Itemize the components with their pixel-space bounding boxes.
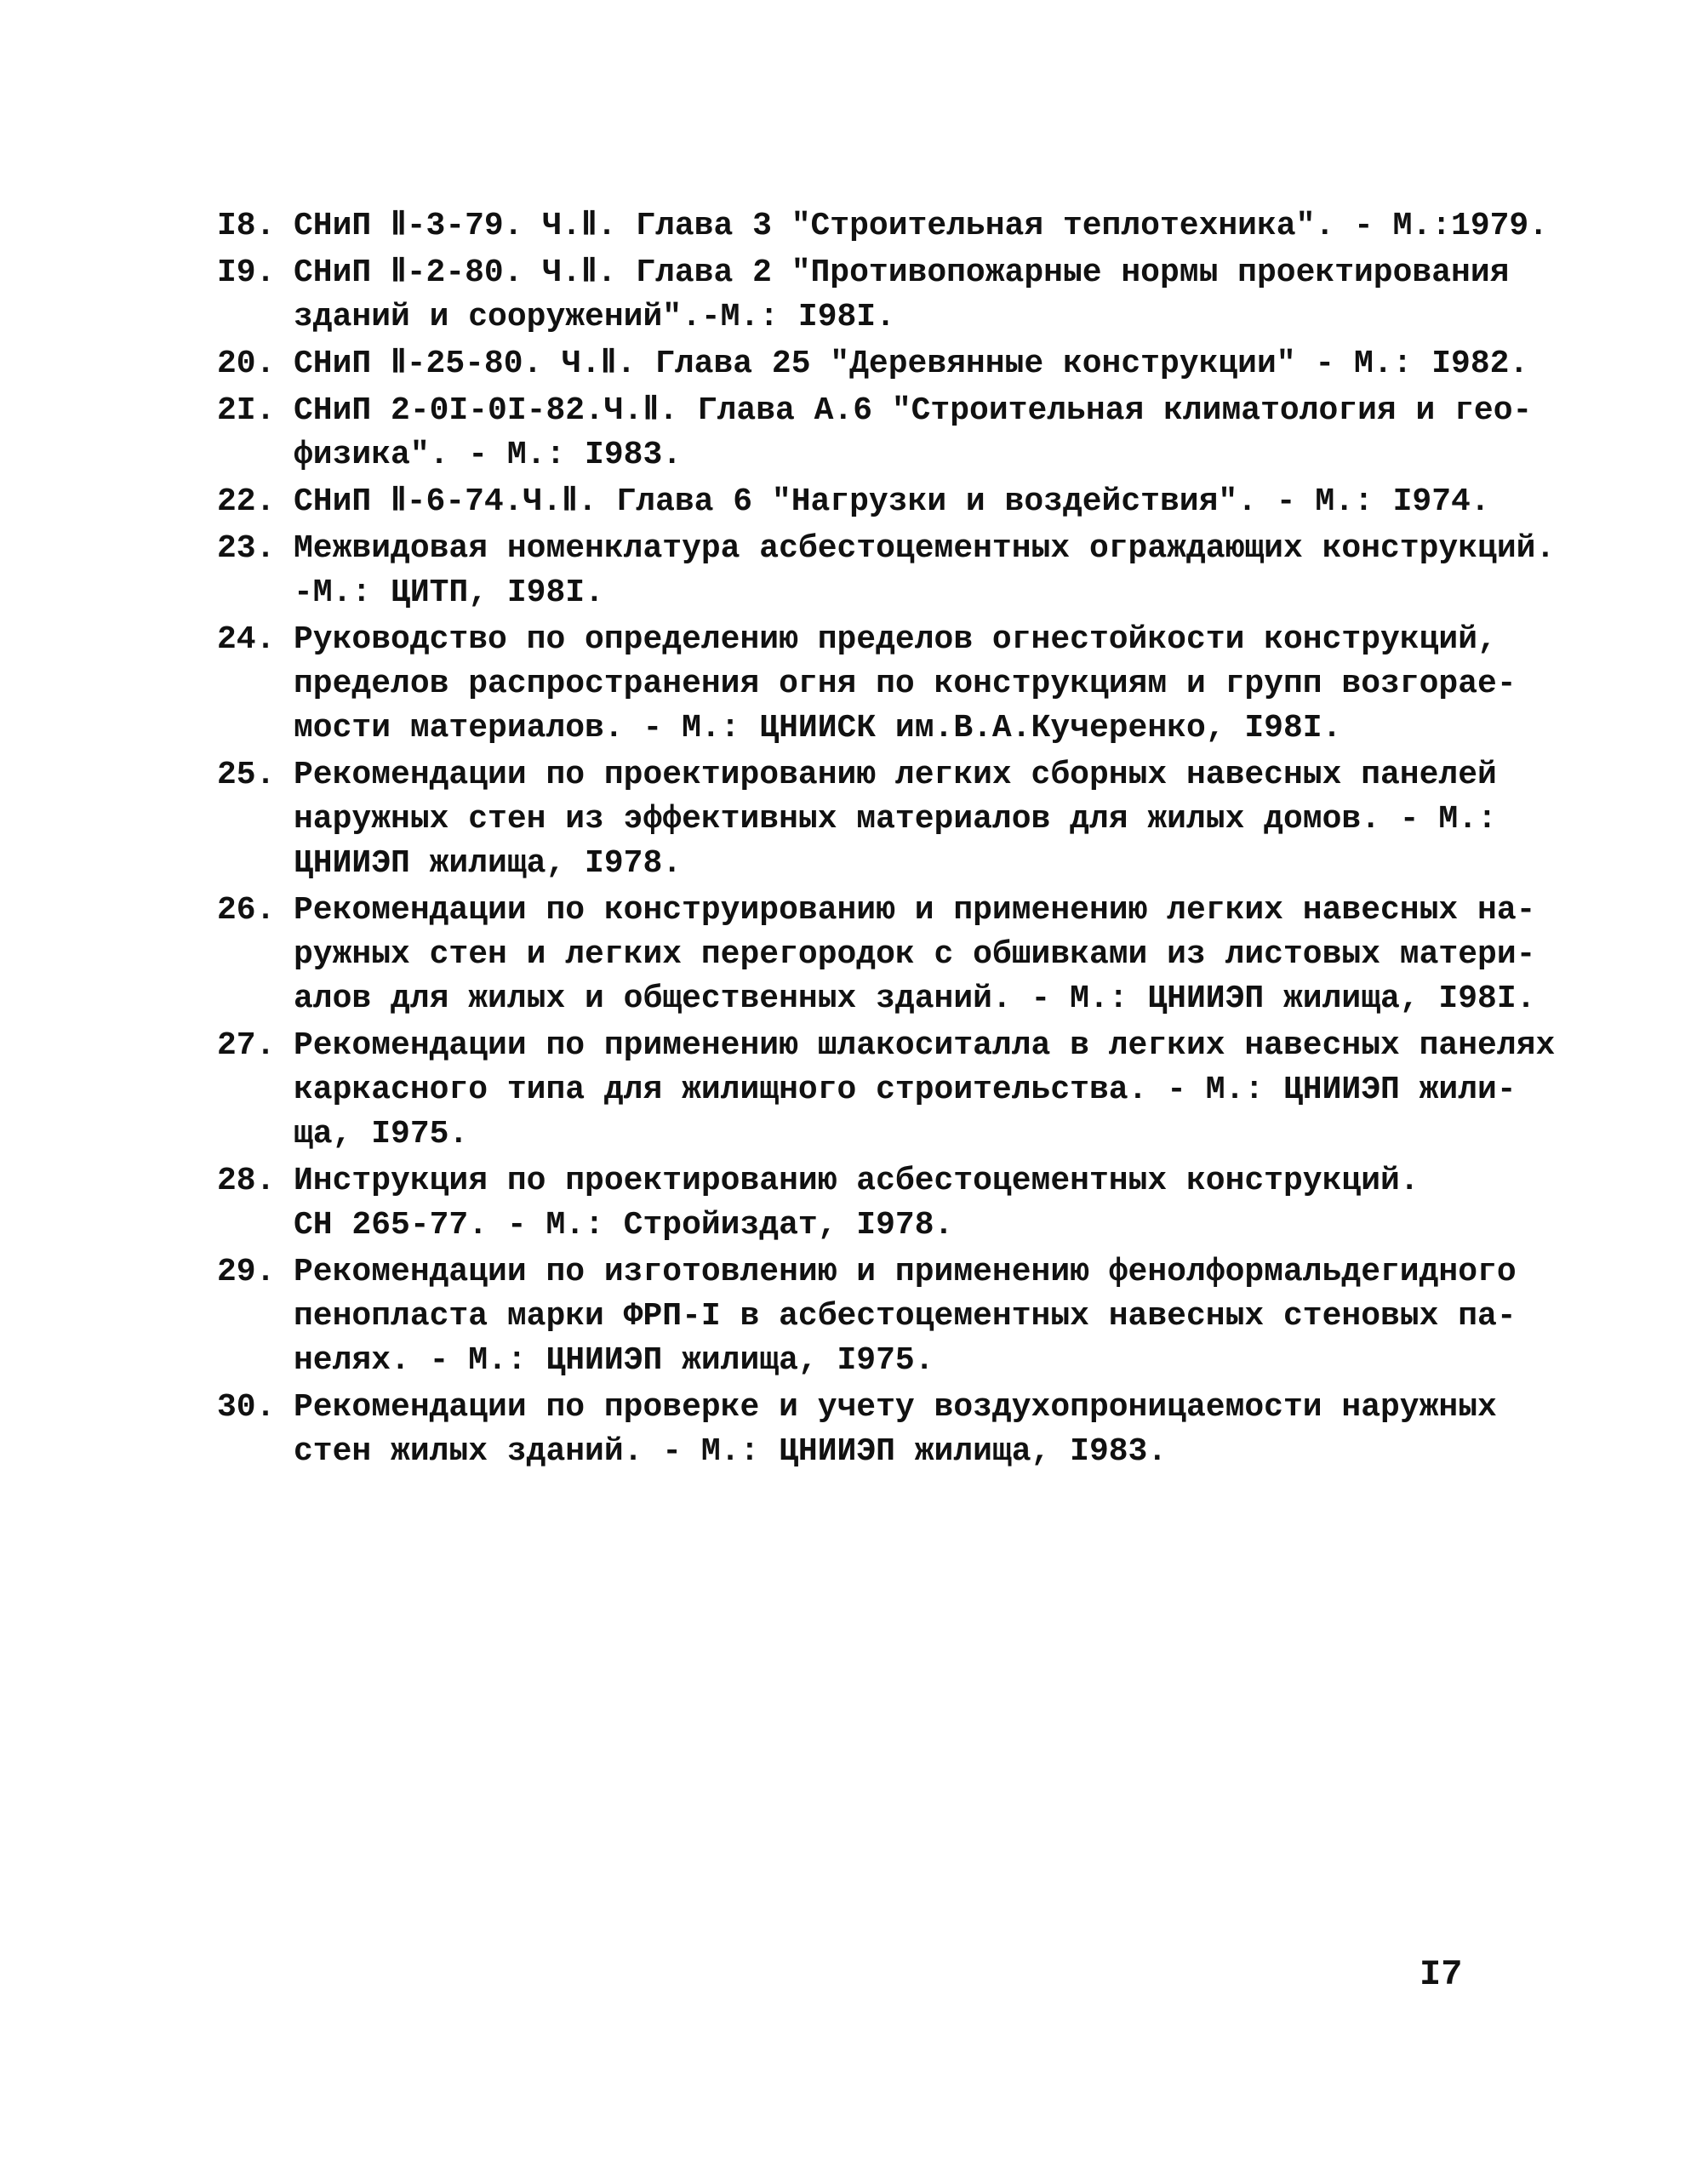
reference-text-line: пределов распространения огня по конструкциям и групп возгорае- xyxy=(294,666,1517,702)
reference-number: 26. xyxy=(217,892,276,929)
reference-text-line: каркасного типа для жилищного строительства. - М.: ЦНИИЭП жили- xyxy=(294,1072,1517,1108)
reference-item xyxy=(217,342,1529,386)
reference-item xyxy=(217,1386,1511,1474)
reference-number: 22. xyxy=(217,483,276,520)
reference-item xyxy=(217,1024,1556,1157)
reference-text-line: Инструкция по проектированию асбестоцементных конструкций. xyxy=(294,1163,1420,1199)
reference-text-line: ЦНИИЭП жилища, I978. xyxy=(294,845,683,882)
reference-text-line: Руководство по определению пределов огнестойкости конструкций, xyxy=(294,621,1497,658)
reference-number: 20. xyxy=(217,346,276,382)
reference-text-line: Межвидовая номенклатура асбестоцементных ограждающих конструкций. xyxy=(294,530,1556,567)
reference-item xyxy=(217,251,1511,340)
reference-number: 2I. xyxy=(217,392,276,429)
reference-text-line: ружных стен и легких перегородок с обшивками из листовых матери- xyxy=(294,936,1536,973)
reference-text-line: -М.: ЦИТП, I98I. xyxy=(294,575,604,611)
reference-number: 23. xyxy=(217,530,276,567)
reference-number: 28. xyxy=(217,1163,276,1199)
reference-item xyxy=(217,889,1536,1021)
reference-item xyxy=(217,618,1517,751)
reference-number: 27. xyxy=(217,1027,276,1064)
reference-item xyxy=(217,1250,1517,1383)
page-number: I7 xyxy=(1420,1954,1463,1995)
reference-text-line: мости материалов. - М.: ЦНИИСК им.В.А.Кучеренко, I98I. xyxy=(294,710,1342,746)
reference-number: 25. xyxy=(217,757,276,793)
reference-item xyxy=(217,480,1511,524)
reference-number: I9. xyxy=(217,254,276,291)
reference-text-line: Рекомендации по изготовлению и применению фенолформальдегидного xyxy=(294,1254,1517,1290)
reference-text-line: СНиП Ⅱ-25-80. Ч.Ⅱ. Глава 25 "Деревянные конструкции" - М.: I982. xyxy=(294,346,1529,382)
reference-text-line: СН 265-77. - М.: Стройиздат, I978. xyxy=(294,1207,954,1243)
reference-number: I8. xyxy=(217,208,276,244)
reference-text-line: наружных стен из эффективных материалов для жилых домов. - М.: xyxy=(294,801,1497,838)
reference-item xyxy=(217,389,1533,477)
reference-text-line: Рекомендации по конструированию и применению легких навесных на- xyxy=(294,892,1536,929)
reference-text-line: пенопласта марки ФРП-I в асбестоцементных навесных стеновых па- xyxy=(294,1298,1517,1335)
reference-text-line: зданий и сооружений".-М.: I98I. xyxy=(294,299,895,335)
reference-text-line: СНиП Ⅱ-6-74.Ч.Ⅱ. Глава 6 "Нагрузки и воздействия". - М.: I974. xyxy=(294,483,1490,520)
reference-item xyxy=(217,527,1556,615)
reference-item xyxy=(217,204,1549,249)
reference-text-line: Рекомендации по применению шлакоситалла в легких навесных панелях xyxy=(294,1027,1556,1064)
reference-item xyxy=(217,753,1511,886)
reference-text-line: Рекомендации по проектированию легких сборных навесных панелей xyxy=(294,757,1497,793)
reference-text-line: стен жилых зданий. - М.: ЦНИИЭП жилища, I983. xyxy=(294,1433,1168,1470)
reference-number: 24. xyxy=(217,621,276,658)
reference-text-line: СНиП Ⅱ-3-79. Ч.Ⅱ. Глава 3 "Строительная теплотехника". - М.:1979. xyxy=(294,208,1549,244)
reference-number: 29. xyxy=(217,1254,276,1290)
reference-text-line: нелях. - М.: ЦНИИЭП жилища, I975. xyxy=(294,1342,934,1379)
reference-number: 30. xyxy=(217,1389,276,1426)
reference-text-line: физика". - М.: I983. xyxy=(294,437,683,473)
reference-text-line: СНиП 2-0I-0I-82.Ч.Ⅱ. Глава А.6 "Строительная климатология и гео- xyxy=(294,392,1533,429)
reference-text-line: ща, I975. xyxy=(294,1116,469,1152)
reference-text-line: Рекомендации по проверке и учету воздухопроницаемости наружных xyxy=(294,1389,1497,1426)
reference-text-line: СНиП Ⅱ-2-80. Ч.Ⅱ. Глава 2 "Противопожарные нормы проектирования xyxy=(294,254,1510,291)
reference-text-line: алов для жилых и общественных зданий. - М.: ЦНИИЭП жилища, I98I. xyxy=(294,980,1536,1017)
reference-item xyxy=(217,1159,1511,1248)
reference-list xyxy=(217,204,1556,1474)
